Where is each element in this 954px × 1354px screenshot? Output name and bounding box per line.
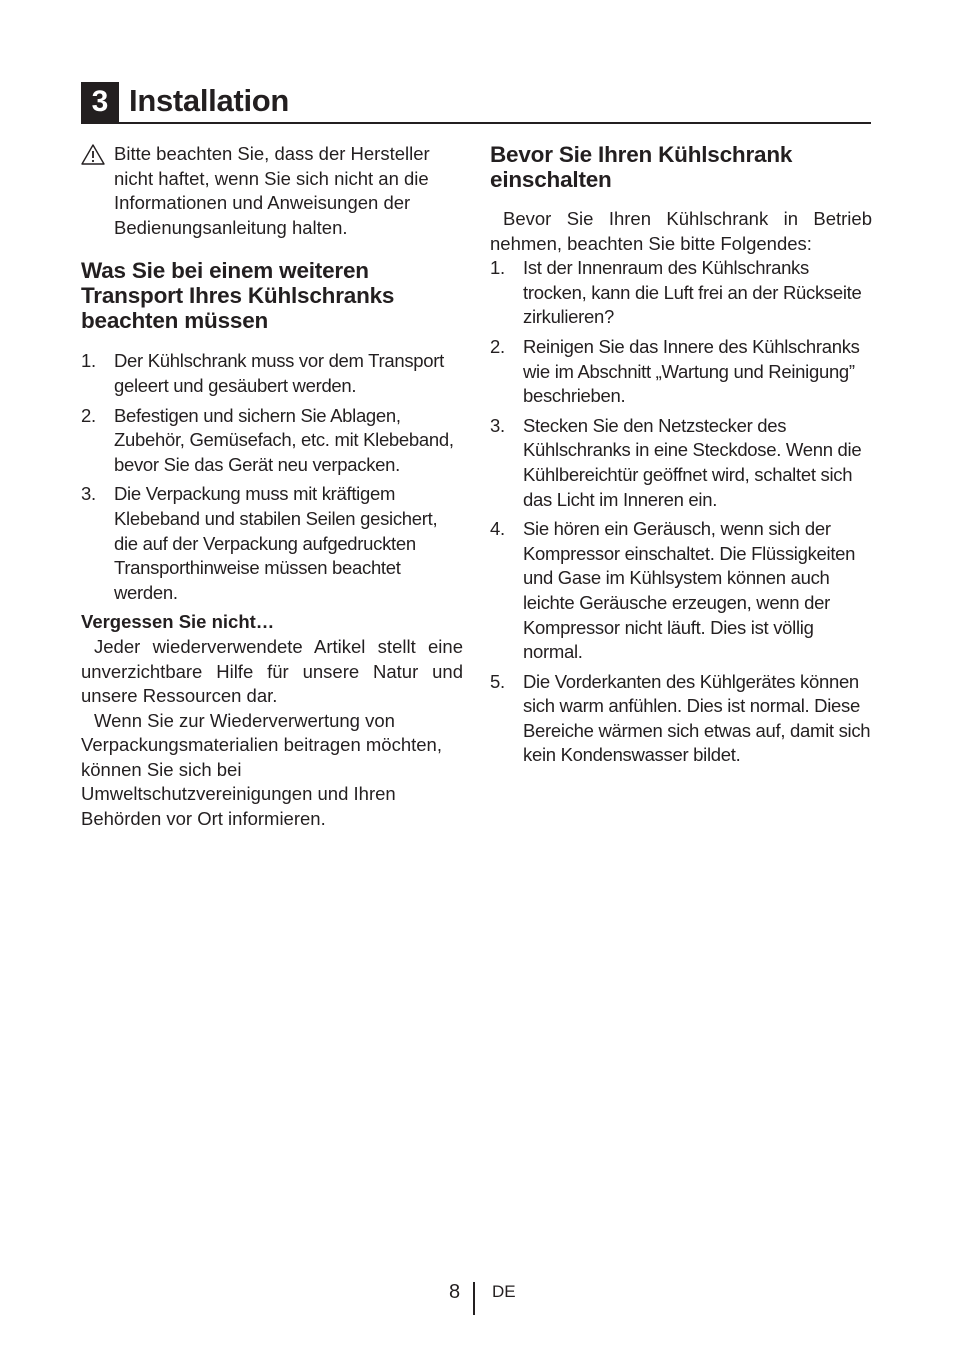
before-switch-on-intro: Bevor Sie Ihren Kühlschrank in Betrieb nehmen, beachten Sie bitte Folgendes: <box>490 208 872 254</box>
list-text: Die Verpackung muss mit kräftigem Klebeband und stabilen Seilen gesichert, die auf der Verpackung aufgedruckten Transporthinweise müssen beachtet werden. <box>114 483 438 603</box>
recycling-paragraph-1: Jeder wiederverwendete Artikel stellt eine unverzichtbare Hilfe für unsere Natur und unsere Ressourcen dar. <box>81 635 463 707</box>
left-column <box>81 142 463 832</box>
list-text: Stecken Sie den Netzstecker des Kühlschranks in eine Steckdose. Wenn die Kühlbereichtür geöffnet wird, schaltet sich das Licht im Inneren ein. <box>523 414 862 510</box>
list-item <box>490 256 872 330</box>
list-number: 4. <box>490 518 505 540</box>
chapter-number: 3 <box>81 82 119 122</box>
footer-divider <box>473 1282 475 1315</box>
list-text: Ist der Innenraum des Kühlschranks trocken, kann die Luft frei an der Rückseite zirkulieren? <box>523 257 862 328</box>
list-text: Der Kühlschrank muss vor dem Transport geleert und gesäubert werden. <box>114 350 444 396</box>
recycling-paragraph-2: Wenn Sie zur Wiederverwertung von Verpackungsmaterialien beitragen möchten, können Sie sich bei Umweltschutzvereinigungen und Ihren Behörden vor Ort informieren. <box>81 709 442 830</box>
page-number: 8 <box>449 1281 461 1303</box>
list-item <box>490 414 872 512</box>
warning-text: Bitte beachten Sie, dass der Hersteller nicht haftet, wenn Sie sich nicht an die Informationen und Anweisungen der Bedienungsanleitung halten. <box>114 143 430 238</box>
warning-triangle-icon <box>81 144 105 165</box>
chapter-header <box>81 80 871 124</box>
before-switch-on-list <box>490 256 872 768</box>
transport-heading: Was Sie bei einem weiteren Transport Ihres Kühlschranks beachten müssen <box>81 258 395 334</box>
list-item <box>81 404 463 478</box>
list-number: 3. <box>490 414 505 436</box>
warning-note <box>81 142 463 240</box>
before-switch-on-heading: Bevor Sie Ihren Kühlschrank einschalten <box>490 142 793 192</box>
remember-title: Vergessen Sie nicht… <box>81 611 275 633</box>
list-item <box>490 335 872 409</box>
list-item <box>81 349 463 398</box>
right-column <box>490 142 872 773</box>
language-code: DE <box>492 1282 516 1301</box>
list-number: 3. <box>81 483 96 505</box>
list-item <box>490 517 872 665</box>
list-number: 5. <box>490 670 505 692</box>
list-text: Die Vorderkanten des Kühlgerätes können sich warm anfühlen. Dies ist normal. Diese Bereiche wärmen sich etwas auf, damit sich kein Kondenswasser bildet. <box>523 670 871 766</box>
list-text: Befestigen und sichern Sie Ablagen, Zubehör, Gemüsefach, etc. mit Klebeband, bevor Sie das Gerät neu verpacken. <box>114 404 454 475</box>
list-number: 1. <box>81 350 96 372</box>
list-text: Sie hören ein Geräusch, wenn sich der Kompressor einschaltet. Die Flüssigkeiten und Gase im Kühlsystem können auch leichte Geräusche erzeugen, wenn der Kompressor nicht läuft. Dies ist völlig normal. <box>523 518 856 663</box>
transport-list <box>81 349 463 605</box>
list-number: 1. <box>490 257 505 279</box>
list-number: 2. <box>490 335 505 357</box>
list-number: 2. <box>81 404 96 426</box>
list-text: Reinigen Sie das Innere des Kühlschranks wie im Abschnitt „Wartung und Reinigung” beschrieben. <box>523 335 860 407</box>
list-item <box>81 482 463 605</box>
chapter-title: Installation <box>129 83 290 118</box>
list-item <box>490 670 872 768</box>
